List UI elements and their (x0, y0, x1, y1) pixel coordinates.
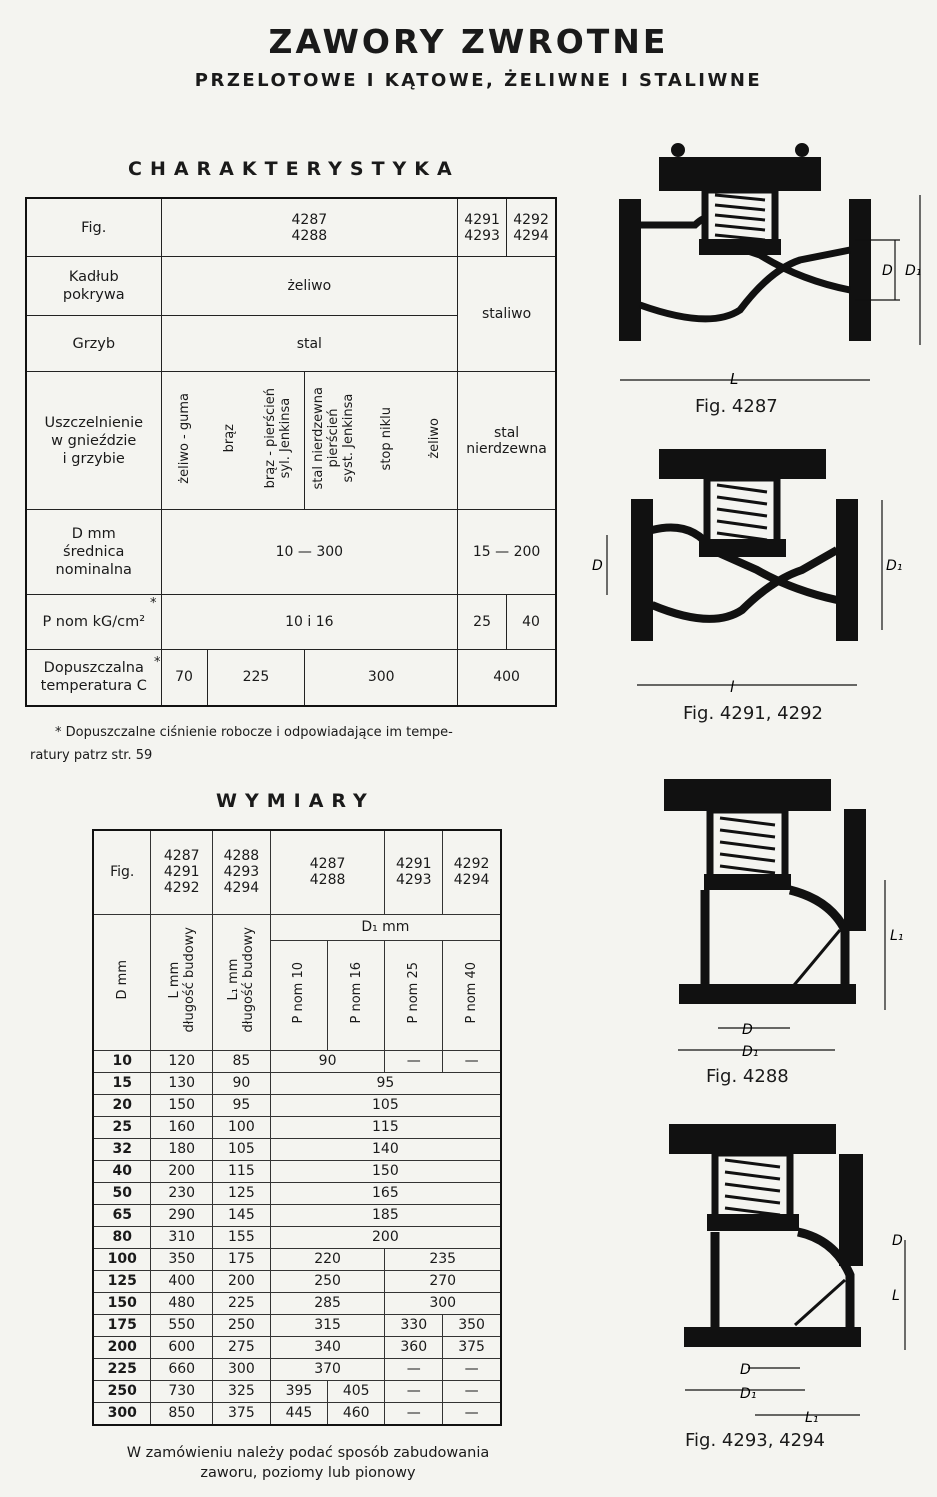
body-cover-value: żeliwo (161, 257, 458, 316)
sealing-nickel-alloy: stop niklu (361, 372, 412, 510)
disc-value: stal (161, 316, 458, 372)
temperature-footnote-star: * (154, 655, 161, 670)
table-cell: 250 (270, 1270, 385, 1292)
table-cell: 460 (328, 1402, 385, 1425)
table-cell: 90 (213, 1072, 271, 1094)
table-cell: 90 (270, 1050, 385, 1072)
wy-fig-p25: 4291 4293 (385, 830, 443, 914)
table-cell: 95 (270, 1072, 501, 1094)
table-row (93, 1336, 501, 1358)
sealing-bronze-jenkins: brąz - pierścień syl. Jenkinsa (253, 372, 305, 510)
table-cell: 105 (270, 1094, 501, 1116)
diameter-range: 10 — 300 (161, 510, 458, 595)
table-cell: 200 (213, 1270, 271, 1292)
table-cell: 200 (151, 1160, 213, 1182)
table-cell: 290 (151, 1204, 213, 1226)
wy-h-dmm: D mm (93, 914, 151, 1050)
table-row (93, 1314, 501, 1336)
table-cell: 850 (151, 1402, 213, 1425)
fig4291-dim-l: l (730, 678, 735, 696)
charakterystyka-heading: CHARAKTERYSTYKA (128, 158, 460, 180)
fig-cast-iron: 4287 4288 (161, 198, 458, 257)
fig4288-dim-d: D (742, 1022, 753, 1038)
table-cell: 395 (270, 1380, 327, 1402)
temperature-70: 70 (161, 650, 207, 706)
table-cell: 20 (93, 1094, 151, 1116)
pressure-25: 25 (458, 595, 507, 650)
fig4293-dim-d-right: D (892, 1233, 903, 1249)
sealing-cast-iron: żeliwo (413, 372, 458, 510)
table-cell: 445 (270, 1402, 327, 1425)
sealing-label: Uszczelnienie w gnieździe i grzybie (26, 372, 161, 510)
fig-label: Fig. (26, 198, 161, 257)
footnote-line-2: ratury patrz str. 59 (30, 748, 153, 763)
table-cell: 65 (93, 1204, 151, 1226)
temperature-300: 300 (305, 650, 458, 706)
figure-4287-drawing (600, 140, 930, 400)
table-cell: 150 (270, 1160, 501, 1182)
table-row (93, 1248, 501, 1270)
table-cell: — (443, 1402, 501, 1425)
table-row (93, 1358, 501, 1380)
table-cell: 50 (93, 1182, 151, 1204)
table-cell: 40 (93, 1160, 151, 1182)
table-cell: 285 (270, 1292, 385, 1314)
sealing-stainless-jenkins: stal nierdzewna pierścień syst. Jenkinsa (305, 372, 361, 510)
table-cell: 80 (93, 1226, 151, 1248)
figure-4288-caption: Fig. 4288 (706, 1066, 789, 1087)
table-cell: 115 (213, 1160, 271, 1182)
table-cell: 480 (151, 1292, 213, 1314)
fig4287-dim-l: L (730, 370, 739, 388)
table-row (93, 1160, 501, 1182)
table-cell: 400 (151, 1270, 213, 1292)
table-row (93, 1270, 501, 1292)
table-cell: 225 (93, 1358, 151, 1380)
fig4291-dim-d1: D₁ (886, 558, 903, 574)
figure-4291-drawing (592, 440, 912, 700)
table-row (93, 1094, 501, 1116)
figure-4287-caption: Fig. 4287 (695, 396, 778, 417)
fig4293-dim-l: L (892, 1288, 900, 1304)
table-cell: 300 (385, 1292, 501, 1314)
pressure-label: P nom kG/cm² (26, 595, 161, 650)
page-subtitle: PRZELOTOWE I KĄTOWE, ŻELIWNE I STALIWNE (194, 70, 763, 91)
table-cell: 165 (270, 1182, 501, 1204)
table-cell: — (385, 1380, 443, 1402)
table-cell: — (385, 1402, 443, 1425)
table-cell: 95 (213, 1094, 271, 1116)
table-cell: 100 (93, 1248, 151, 1270)
table-row (93, 1050, 501, 1072)
fig4293-dim-d: D (740, 1362, 751, 1378)
body-cover-label: Kadłub pokrywa (26, 257, 161, 316)
table-cell: 200 (270, 1226, 501, 1248)
temperature-label: Dopuszczalna temperatura C (26, 650, 161, 706)
table-cell: 315 (270, 1314, 385, 1336)
table-cell: 175 (213, 1248, 271, 1270)
table-cell: — (385, 1358, 443, 1380)
wymiary-heading: WYMIARY (216, 790, 375, 812)
table-cell: 225 (213, 1292, 271, 1314)
pressure-footnote-star: * (150, 596, 157, 611)
table-cell: 230 (151, 1182, 213, 1204)
table-cell: 250 (213, 1314, 271, 1336)
table-cell: 405 (328, 1380, 385, 1402)
table-cell: 375 (213, 1402, 271, 1425)
fig4288-dim-l1: L₁ (890, 928, 904, 944)
table-cell: 32 (93, 1138, 151, 1160)
wy-h-p10: P nom 10 (270, 940, 327, 1050)
fig-steel: 4291 4293 4292 4294 (458, 198, 556, 257)
table-cell: 160 (151, 1116, 213, 1138)
table-cell: 330 (385, 1314, 443, 1336)
table-cell: 275 (213, 1336, 271, 1358)
table-cell: 125 (213, 1182, 271, 1204)
table-cell: 180 (151, 1138, 213, 1160)
steel-material: staliwo (458, 257, 556, 372)
table-cell: 175 (93, 1314, 151, 1336)
table-row (93, 1138, 501, 1160)
wy-h-p25: P nom 25 (385, 940, 443, 1050)
table-cell: 325 (213, 1380, 271, 1402)
temperature-400: 400 (458, 650, 556, 706)
table-cell: 300 (213, 1358, 271, 1380)
wy-h-l1: L₁ mm długość budowy (213, 914, 271, 1050)
wy-h-d1: D₁ mm (270, 914, 501, 940)
table-cell: 145 (213, 1204, 271, 1226)
table-cell: 310 (151, 1226, 213, 1248)
wy-fig-d1: 4287 4288 (270, 830, 385, 914)
fig4287-dim-d: D (882, 263, 893, 279)
table-cell: 150 (151, 1094, 213, 1116)
table-cell: 150 (93, 1292, 151, 1314)
table-cell: 270 (385, 1270, 501, 1292)
figure-4291-caption: Fig. 4291, 4292 (683, 703, 823, 724)
table-row (93, 1204, 501, 1226)
table-cell: 375 (443, 1336, 501, 1358)
table-cell: — (443, 1358, 501, 1380)
figure-4293-drawing (660, 1110, 930, 1430)
wy-h-p40: P nom 40 (443, 940, 501, 1050)
fig4293-dim-d1: D₁ (740, 1386, 757, 1402)
wy-fig-p40: 4292 4294 (443, 830, 501, 914)
characteristics-table (25, 197, 557, 707)
table-cell: 200 (93, 1336, 151, 1358)
table-cell: 730 (151, 1380, 213, 1402)
table-cell: 125 (93, 1270, 151, 1292)
table-cell: 115 (270, 1116, 501, 1138)
wy-h-l: L mm długość budowy (151, 914, 213, 1050)
table-row (93, 1380, 501, 1402)
order-note: W zamówieniu należy podać sposób zabudowania zaworu, poziomy lub pionowy (126, 1445, 490, 1481)
table-cell: 155 (213, 1226, 271, 1248)
sealing-stainless: stal nierdzewna (458, 372, 556, 510)
wy-h-p16: P nom 16 (328, 940, 385, 1050)
fig4287-dim-d1: D₁ (905, 263, 922, 279)
dimensions-table (92, 829, 502, 1426)
table-row (93, 1116, 501, 1138)
temperature-225: 225 (207, 650, 305, 706)
sealing-iron-rubber: żeliwo - guma (161, 372, 207, 510)
table-row (93, 1072, 501, 1094)
diameter-range-steel: 15 — 200 (458, 510, 556, 595)
footnote-line-1: * Dopuszczalne ciśnienie robocze i odpowiadające im tempe- (55, 725, 453, 740)
pressure-40: 40 (507, 595, 556, 650)
table-cell: 370 (270, 1358, 385, 1380)
table-cell: 550 (151, 1314, 213, 1336)
table-cell: — (443, 1050, 501, 1072)
wy-fig-l: 4287 4291 4292 (151, 830, 213, 914)
table-cell: 130 (151, 1072, 213, 1094)
table-row (93, 1182, 501, 1204)
table-row (93, 1402, 501, 1425)
fig4291-dim-d: D (592, 558, 603, 574)
table-cell: 140 (270, 1138, 501, 1160)
table-cell: 350 (151, 1248, 213, 1270)
wy-fig-l1: 4288 4293 4294 (213, 830, 271, 914)
table-cell: 105 (213, 1138, 271, 1160)
page-title: ZAWORY ZWROTNE (268, 22, 669, 61)
table-cell: 120 (151, 1050, 213, 1072)
wy-fig-label: Fig. (93, 830, 151, 914)
table-cell: 10 (93, 1050, 151, 1072)
figure-4288-drawing (660, 760, 920, 1060)
table-cell: — (385, 1050, 443, 1072)
table-cell: 600 (151, 1336, 213, 1358)
table-cell: 660 (151, 1358, 213, 1380)
table-cell: 220 (270, 1248, 385, 1270)
table-row (93, 1226, 501, 1248)
disc-label: Grzyb (26, 316, 161, 372)
table-cell: 250 (93, 1380, 151, 1402)
table-cell: 25 (93, 1116, 151, 1138)
diameter-label: D mm średnica nominalna (26, 510, 161, 595)
table-cell: 340 (270, 1336, 385, 1358)
table-cell: 300 (93, 1402, 151, 1425)
table-cell: 100 (213, 1116, 271, 1138)
sealing-bronze: brąz (207, 372, 253, 510)
figure-4293-caption: Fig. 4293, 4294 (685, 1430, 825, 1451)
table-cell: 360 (385, 1336, 443, 1358)
pressure-value: 10 i 16 (161, 595, 458, 650)
table-cell: 235 (385, 1248, 501, 1270)
table-row (93, 1292, 501, 1314)
table-cell: — (443, 1380, 501, 1402)
fig4293-dim-l1: L₁ (805, 1410, 819, 1426)
fig4288-dim-d1: D₁ (742, 1044, 759, 1060)
table-cell: 185 (270, 1204, 501, 1226)
table-cell: 15 (93, 1072, 151, 1094)
table-cell: 350 (443, 1314, 501, 1336)
table-cell: 85 (213, 1050, 271, 1072)
